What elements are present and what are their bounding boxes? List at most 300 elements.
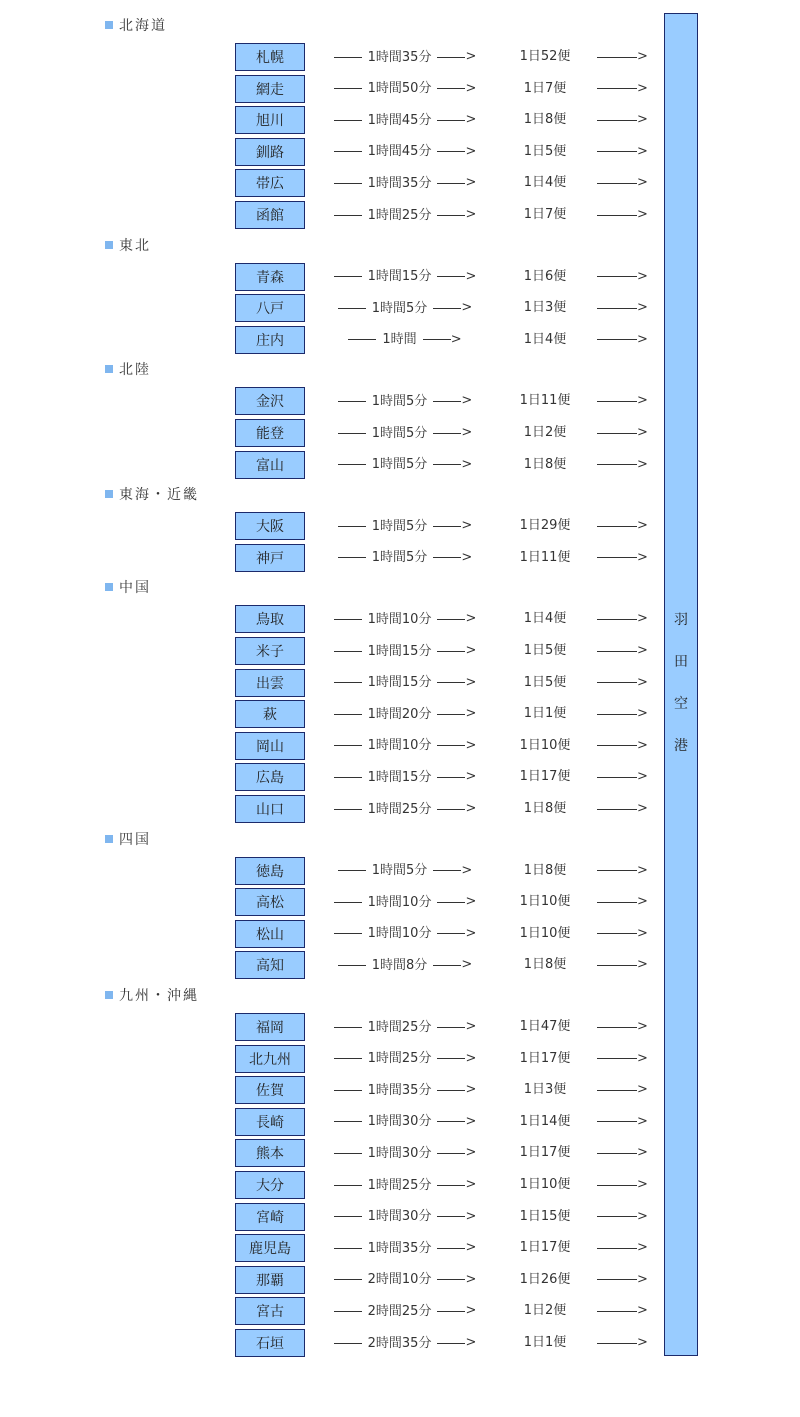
arrow-to-airport [597,263,649,291]
duration-label: 1時間45分 [367,112,432,128]
arrow-line [597,965,637,966]
duration-arrow [320,1139,490,1167]
city-box: 長崎 [235,1108,305,1136]
arrow-line [433,526,461,527]
arrow-line [437,1153,465,1154]
frequency-label: 1日1便 [523,706,567,722]
arrow-head: > [465,1177,477,1192]
city-box: 北九州 [235,1045,305,1073]
region-marker [105,835,113,843]
arrow-line [437,1090,465,1091]
airport-label [665,599,697,767]
frequency-label: 1日1便 [523,1335,567,1350]
arrow-to-airport [597,387,649,415]
frequency-label: 1日3便 [523,1082,567,1098]
arrow-line [433,464,461,465]
duration-label: 1時間35分 [367,1082,432,1098]
duration-arrow [320,138,490,166]
arrow-head: > [637,925,648,941]
arrow-line [433,433,461,434]
duration-arrow [320,326,490,354]
arrow-line [338,464,366,465]
arrow-head: > [637,706,648,722]
arrow-line [437,1121,465,1122]
arrow-head: > [465,207,477,222]
arrow-to-airport [597,857,649,885]
arrow-to-airport [597,512,649,540]
arrow-head: > [465,80,477,96]
duration-label: 1時間5分 [371,425,428,441]
duration-arrow [320,1076,490,1104]
airport-label-char: 港 [674,738,688,754]
arrow-head: > [461,518,473,534]
arrow-head: > [637,300,648,316]
arrow-head: > [465,801,477,816]
city-box: 広島 [235,763,305,791]
arrow-line [597,526,637,527]
city-box: 高知 [235,951,305,979]
airport-bar [664,13,698,1356]
arrow-head: > [465,611,477,627]
arrow-head: > [465,1303,477,1319]
arrow-line [433,965,461,966]
arrow-line [597,1153,637,1154]
arrow-line [597,401,637,402]
arrow-line [597,183,637,184]
arrow-line [423,339,451,340]
arrow-line [597,339,637,340]
region-heading [105,830,151,850]
arrow-head: > [461,425,473,440]
arrow-line [433,308,461,309]
frequency-label: 1日47便 [519,1019,571,1034]
frequency-label: 1日7便 [523,80,567,96]
frequency-label: 1日10便 [519,925,571,941]
city-box: 萩 [235,700,305,728]
arrow-head: > [465,112,477,128]
airport-label-char: 田 [674,654,688,670]
arrow-line [334,1027,362,1028]
duration-arrow [320,294,490,322]
arrow-line [597,433,637,434]
frequency-label: 1日10便 [519,894,571,910]
city-box: 神戸 [235,544,305,572]
duration-label: 1時間35分 [367,1240,432,1256]
arrow-to-airport [597,795,649,823]
duration-label: 1時間25分 [367,207,432,223]
arrow-line [437,1343,465,1344]
arrow-line [597,557,637,558]
arrow-line [437,1216,465,1217]
arrow-to-airport [597,1234,649,1262]
arrow-to-airport [597,700,649,728]
arrow-line [334,1216,362,1217]
arrow-line [334,1185,362,1186]
arrow-head: > [465,925,477,941]
region-name: 北海道 [119,18,167,34]
arrow-head: > [465,1240,477,1256]
city-box: 庄内 [235,326,305,354]
frequency-label: 1日8便 [523,801,567,816]
arrow-line [437,933,465,934]
duration-label: 1時間10分 [367,894,432,910]
arrow-head: > [637,1303,648,1319]
arrow-line [334,1248,362,1249]
frequency-label: 1日5便 [523,674,567,690]
arrow-to-airport [597,106,649,134]
arrow-head: > [637,1113,648,1129]
frequency-label: 1日3便 [523,300,567,316]
arrow-line [338,308,366,309]
arrow-to-airport [597,888,649,916]
arrow-line [437,183,465,184]
arrow-head: > [637,737,648,753]
duration-arrow [320,1266,490,1294]
arrow-line [597,1343,637,1344]
arrow-line [338,401,366,402]
arrow-line [334,1090,362,1091]
frequency-label: 1日5便 [523,143,567,159]
arrow-line [437,745,465,746]
duration-arrow [320,419,490,447]
duration-label: 2時間35分 [367,1335,432,1351]
frequency-label: 1日17便 [519,1145,571,1161]
arrow-head: > [637,674,648,690]
arrow-head: > [637,1271,648,1287]
arrow-line [437,1027,465,1028]
arrow-line [597,464,637,465]
frequency-label: 1日4便 [523,331,567,347]
arrow-line [597,809,637,810]
arrow-line [334,682,362,683]
arrow-line [338,557,366,558]
region-name: 四国 [119,831,151,848]
duration-arrow [320,1203,490,1231]
duration-label: 1時間 [382,332,417,348]
city-box: 青森 [235,263,305,291]
region-marker [105,241,113,249]
frequency-label: 1日4便 [523,611,567,627]
arrow-head: > [461,300,473,316]
arrow-to-airport [597,544,649,572]
duration-arrow [320,700,490,728]
arrow-line [597,151,637,152]
arrow-head: > [637,643,648,658]
duration-label: 1時間8分 [371,957,428,973]
arrow-line [437,1248,465,1249]
region-marker [105,21,113,29]
frequency-label: 1日2便 [523,425,567,440]
duration-label: 1時間15分 [367,769,432,785]
region-heading [105,578,151,598]
city-box: 石垣 [235,1329,305,1357]
arrow-line [334,902,362,903]
arrow-to-airport [597,1013,649,1041]
city-box: 八戸 [235,294,305,322]
arrow-line [437,1279,465,1280]
arrow-to-airport [597,1203,649,1231]
arrow-head: > [637,393,648,409]
duration-label: 1時間5分 [371,518,428,534]
city-box: 函館 [235,201,305,229]
arrow-line [437,151,465,152]
arrow-line [433,870,461,871]
city-box: 高松 [235,888,305,916]
arrow-head: > [461,456,473,472]
arrow-line [437,1185,465,1186]
arrow-head: > [465,1019,477,1034]
arrow-line [437,651,465,652]
arrow-to-airport [597,201,649,229]
arrow-line [437,1311,465,1312]
arrow-line [437,88,465,89]
city-box: 那覇 [235,1266,305,1294]
arrow-head: > [637,425,648,440]
region-marker [105,583,113,591]
arrow-head: > [637,49,648,64]
duration-label: 1時間5分 [371,550,428,566]
arrow-head: > [465,1113,477,1129]
frequency-label: 1日17便 [519,769,571,785]
frequency-label: 1日10便 [519,1177,571,1192]
arrow-line [334,714,362,715]
arrow-head: > [465,1145,477,1161]
city-box: 佐賀 [235,1076,305,1104]
duration-label: 1時間25分 [367,801,432,817]
city-box: 帯広 [235,169,305,197]
duration-arrow [320,451,490,479]
region-marker [105,365,113,373]
arrow-head: > [637,143,648,159]
arrow-head: > [465,769,477,785]
duration-arrow [320,43,490,71]
duration-label: 1時間45分 [367,144,432,160]
city-box: 富山 [235,451,305,479]
arrow-line [334,215,362,216]
arrow-line [334,1058,362,1059]
duration-arrow [320,1108,490,1136]
duration-arrow [320,763,490,791]
duration-arrow [320,106,490,134]
arrow-to-airport [597,637,649,665]
region-name: 北陸 [119,362,151,379]
arrow-to-airport [597,1297,649,1325]
arrow-line [437,120,465,121]
airport-label-char: 羽 [674,612,688,628]
arrow-line [597,1090,637,1091]
duration-label: 1時間10分 [367,926,432,942]
frequency-label: 1日14便 [519,1113,571,1129]
arrow-line [437,619,465,620]
city-box: 宮古 [235,1297,305,1325]
frequency-label: 1日10便 [519,737,571,753]
arrow-to-airport [597,951,649,979]
arrow-line [338,965,366,966]
arrow-head: > [465,49,477,64]
duration-arrow [320,1171,490,1199]
arrow-head: > [465,175,477,191]
arrow-line [597,1058,637,1059]
arrow-to-airport [597,920,649,948]
duration-label: 1時間50分 [367,81,432,97]
arrow-line [597,1121,637,1122]
city-box: 宮崎 [235,1203,305,1231]
city-box: 鳥取 [235,605,305,633]
arrow-line [334,933,362,934]
frequency-label: 1日8便 [523,112,567,128]
arrow-line [437,1058,465,1059]
duration-arrow [320,201,490,229]
duration-arrow [320,1329,490,1357]
arrow-head: > [461,549,473,565]
duration-label: 2時間25分 [367,1303,432,1319]
arrow-to-airport [597,294,649,322]
arrow-line [597,1248,637,1249]
arrow-line [338,433,366,434]
city-box: 熊本 [235,1139,305,1167]
city-box: 旭川 [235,106,305,134]
duration-label: 1時間30分 [367,1209,432,1225]
arrow-line [334,183,362,184]
city-box: 徳島 [235,857,305,885]
arrow-line [597,215,637,216]
arrow-line [597,902,637,903]
arrow-to-airport [597,732,649,760]
frequency-label: 1日52便 [519,49,571,64]
arrow-line [334,809,362,810]
region-heading [105,485,199,505]
city-box: 金沢 [235,387,305,415]
region-marker [105,991,113,999]
arrow-head: > [637,894,648,910]
region-name: 東北 [119,237,151,254]
arrow-head: > [637,268,648,284]
arrow-to-airport [597,138,649,166]
arrow-line [348,339,376,340]
arrow-head: > [465,894,477,910]
duration-label: 1時間5分 [371,863,428,879]
region-heading [105,16,167,36]
arrow-head: > [637,112,648,128]
arrow-to-airport [597,763,649,791]
duration-arrow [320,387,490,415]
duration-arrow [320,75,490,103]
city-box: 大阪 [235,512,305,540]
duration-arrow [320,888,490,916]
duration-label: 1時間25分 [367,1019,432,1035]
region-heading [105,236,151,256]
duration-label: 1時間25分 [367,1051,432,1067]
arrow-line [338,526,366,527]
arrow-head: > [465,268,477,284]
arrow-line [334,88,362,89]
arrow-line [597,276,637,277]
duration-label: 1時間25分 [367,1177,432,1193]
arrow-line [597,651,637,652]
frequency-label: 1日2便 [523,1303,567,1319]
duration-arrow [320,263,490,291]
region-heading [105,360,151,380]
frequency-label: 1日4便 [523,175,567,191]
duration-arrow [320,544,490,572]
arrow-line [334,1279,362,1280]
arrow-head: > [637,1208,648,1224]
arrow-head: > [450,331,462,347]
arrow-line [437,276,465,277]
duration-label: 1時間20分 [367,706,432,722]
arrow-line [597,870,637,871]
frequency-label: 1日6便 [523,268,567,284]
duration-arrow [320,951,490,979]
arrow-line [597,1216,637,1217]
duration-label: 1時間15分 [367,269,432,285]
arrow-to-airport [597,451,649,479]
duration-arrow [320,795,490,823]
arrow-line [597,88,637,89]
arrow-head: > [465,737,477,753]
duration-label: 1時間35分 [367,175,432,191]
airport-label-char: 空 [674,696,688,712]
duration-label: 1時間35分 [367,49,432,65]
arrow-line [437,682,465,683]
arrow-head: > [637,1050,648,1066]
arrow-line [334,276,362,277]
arrow-to-airport [597,1171,649,1199]
arrow-head: > [465,1082,477,1098]
duration-arrow [320,920,490,948]
arrow-head: > [465,643,477,658]
arrow-head: > [637,331,648,347]
duration-arrow [320,669,490,697]
city-box: 釧路 [235,138,305,166]
arrow-line [597,619,637,620]
arrow-line [433,401,461,402]
arrow-head: > [637,80,648,96]
city-box: 松山 [235,920,305,948]
arrow-head: > [637,175,648,191]
arrow-line [334,745,362,746]
arrow-head: > [465,1050,477,1066]
arrow-head: > [465,143,477,159]
city-box: 能登 [235,419,305,447]
arrow-to-airport [597,1045,649,1073]
duration-label: 1時間5分 [371,393,428,409]
arrow-head: > [465,1208,477,1224]
duration-label: 1時間5分 [371,300,428,316]
arrow-line [334,1153,362,1154]
duration-label: 1時間5分 [371,457,428,473]
arrow-line [437,57,465,58]
arrow-head: > [465,674,477,690]
arrow-to-airport [597,1108,649,1136]
arrow-line [433,557,461,558]
city-box: 岡山 [235,732,305,760]
duration-label: 2時間10分 [367,1272,432,1288]
duration-arrow [320,1013,490,1041]
arrow-line [597,1311,637,1312]
frequency-label: 1日15便 [519,1208,571,1224]
arrow-head: > [461,862,473,878]
duration-arrow [320,169,490,197]
arrow-head: > [637,1335,648,1350]
arrow-head: > [637,518,648,534]
duration-arrow [320,1045,490,1073]
duration-arrow [320,605,490,633]
duration-arrow [320,857,490,885]
arrow-line [597,1279,637,1280]
duration-arrow [320,732,490,760]
arrow-to-airport [597,1076,649,1104]
